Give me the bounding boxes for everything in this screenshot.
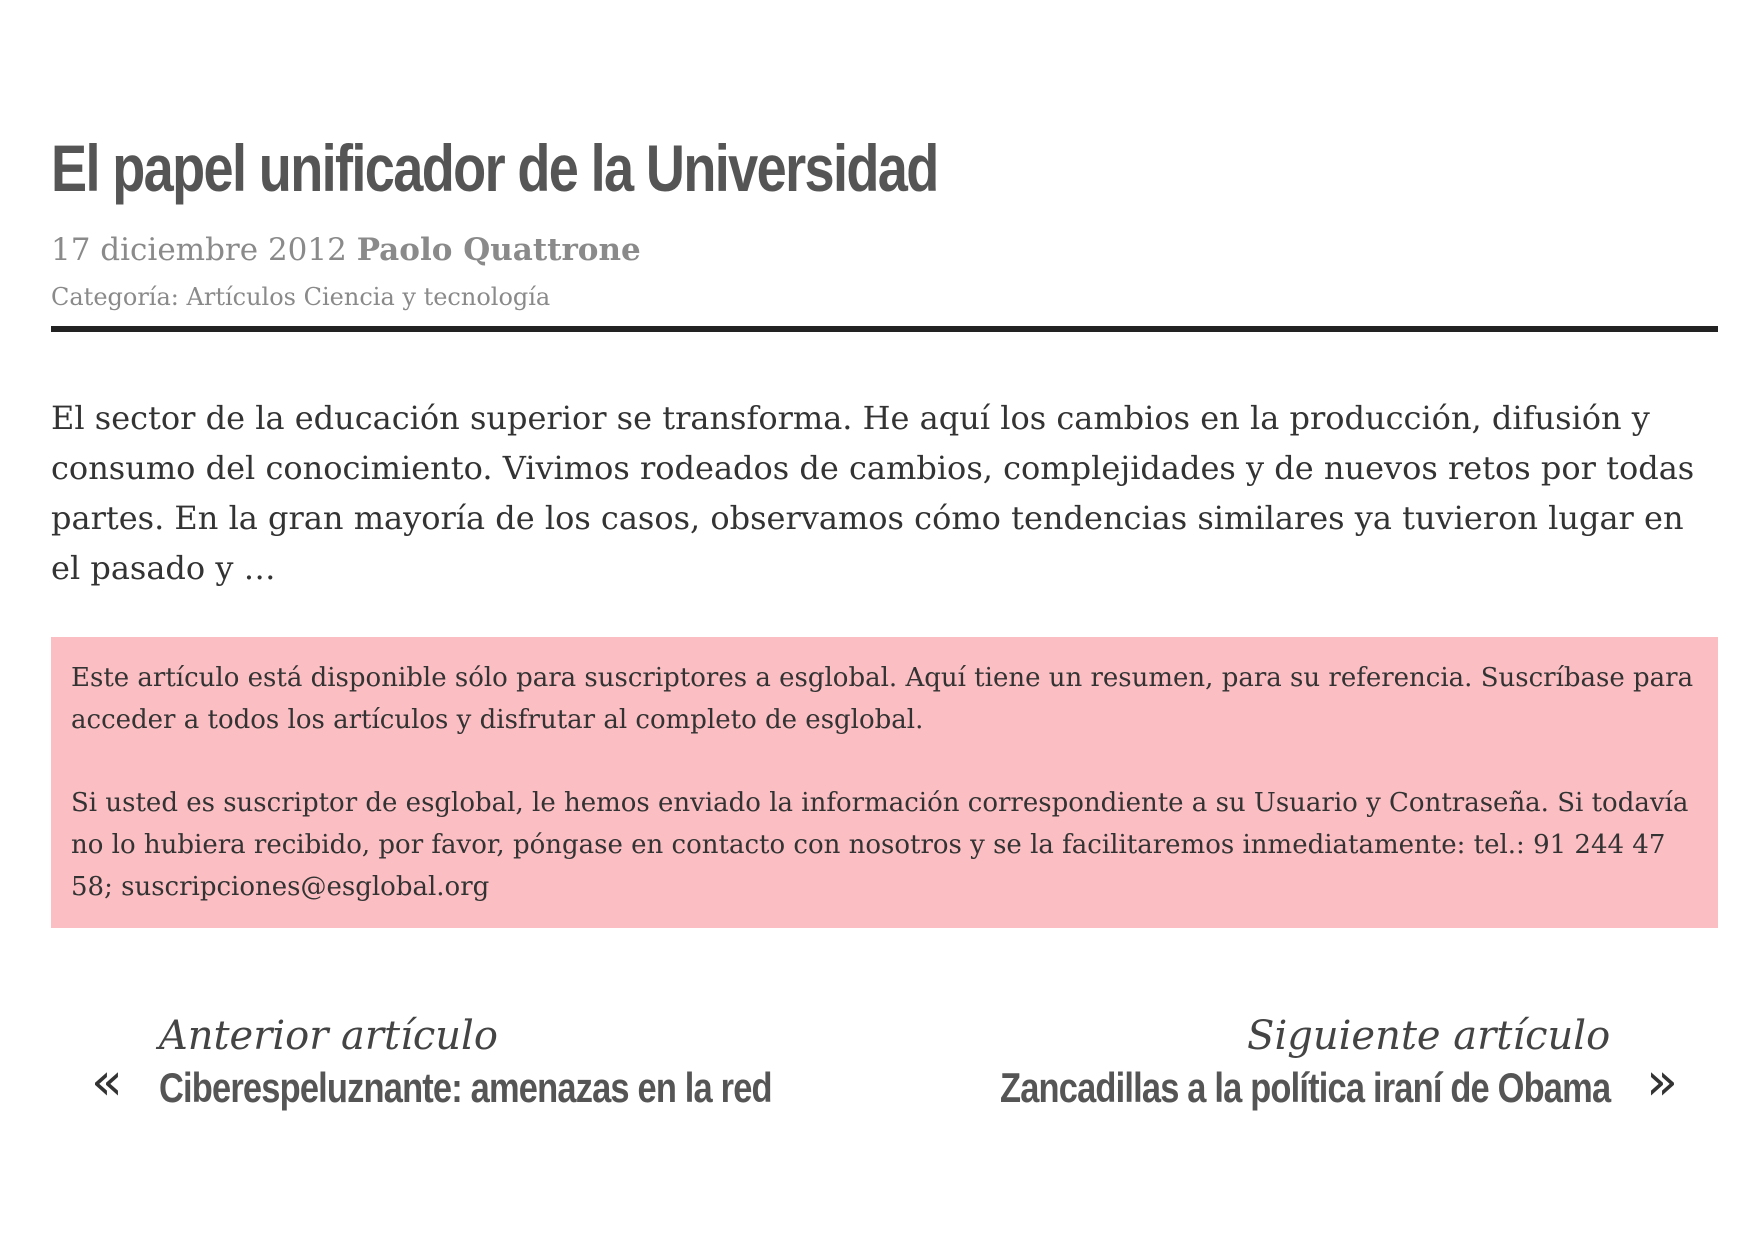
category-link-ciencia-tecnologia[interactable]: Ciencia y tecnología <box>303 283 551 311</box>
notice-paragraph-subscribe: Este artículo está disponible sólo para suscriptores a esglobal. Aquí tiene un resumen, para su referencia. Suscríbase para acceder a todos los artículos y disfrutar al completo de esglobal. <box>71 663 1694 735</box>
header-divider <box>51 326 1718 332</box>
article-date: 17 diciembre 2012 <box>51 232 347 268</box>
previous-article-label: Anterior artículo <box>158 1013 498 1059</box>
article-meta <box>51 228 641 272</box>
article-excerpt: El sector de la educación superior se transforma. He aquí los cambios en la producción, difusión y consumo del conocimiento. Vivimos rodeados de cambios, complejidades y de nuevos retos por todas partes. En la gran mayoría de los casos, observamos cómo tendencias similares ya tuvieron lugar en el pasado y … <box>51 399 1695 587</box>
post-navigation <box>51 1010 1718 1120</box>
subscriber-notice <box>51 637 1718 928</box>
previous-article-link[interactable] <box>91 1010 906 1114</box>
article-author-link[interactable]: Paolo Quattrone <box>356 232 641 268</box>
article-category <box>51 280 550 314</box>
double-chevron-right-icon: » <box>1646 1052 1678 1112</box>
double-chevron-left-icon: « <box>91 1052 123 1112</box>
previous-article-text <box>159 1010 906 1114</box>
next-article-label: Siguiente artículo <box>1247 1013 1611 1059</box>
next-article-text <box>866 1010 1610 1114</box>
next-article-title: Zancadillas a la política iraní de Obama <box>999 1064 1611 1111</box>
article-title: El papel unificador de la Universidad <box>51 131 938 205</box>
category-link-articulos[interactable]: Artículos <box>186 283 296 311</box>
notice-paragraph-contact: Si usted es suscriptor de esglobal, le hemos enviado la información correspondiente a su Usuario y Contraseña. Si todavía no lo hubiera recibido, por favor, póngase en contacto con nosotros y se la facilitaremos inmediatamente: tel.: 91 244 47 58; suscripciones@esglobal.org <box>71 788 1689 902</box>
next-article-link[interactable] <box>866 1010 1678 1114</box>
category-label: Categoría: <box>51 283 179 311</box>
previous-article-title: Ciberespeluznante: amenazas en la red <box>158 1064 772 1111</box>
